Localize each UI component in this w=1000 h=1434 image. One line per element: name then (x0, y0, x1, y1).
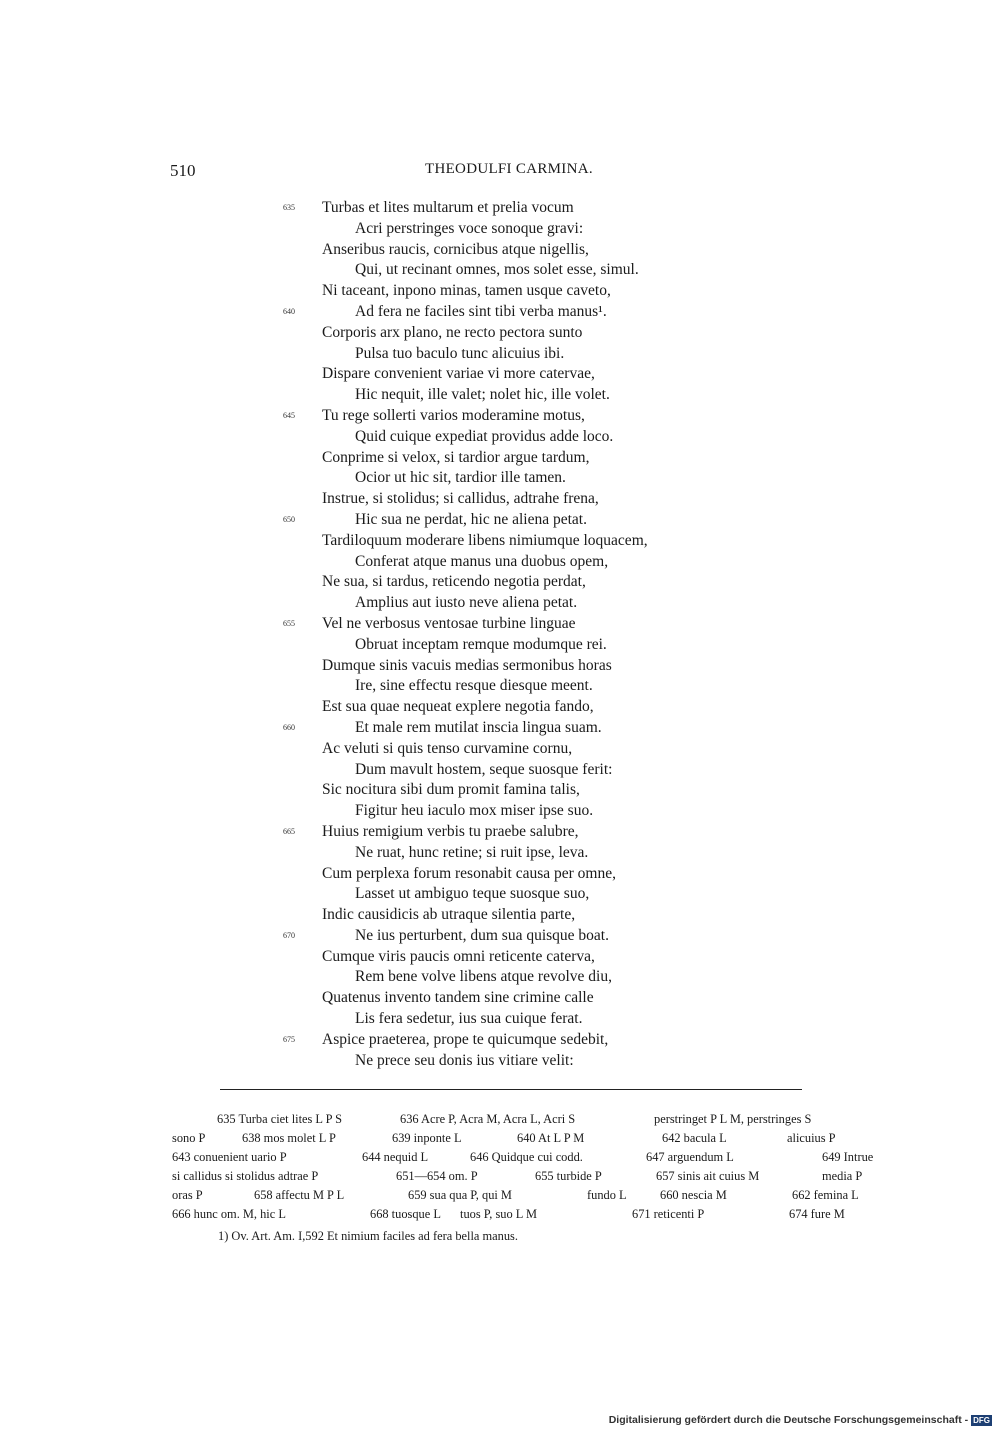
verse-text: Ne ruat, hunc retine; si ruit ipse, leva. (355, 843, 589, 861)
apparatus-entry: si callidus si stolidus adtrae P (172, 1169, 319, 1183)
dfg-logo: DFG (973, 1415, 990, 1425)
verse-line (0, 344, 1000, 365)
verse-text: Pulsa tuo baculo tunc alicuius ibi. (355, 344, 565, 362)
verse-line (0, 489, 1000, 510)
verse-line (0, 427, 1000, 448)
verse-text: Cum perplexa forum resonabit causa per omne, (322, 864, 616, 882)
verse-text: Ne ius perturbent, dum sua quisque boat. (355, 926, 609, 944)
verse-line (0, 822, 1000, 843)
verse-text: Ni taceant, inpono minas, tamen usque caveto, (322, 282, 611, 300)
apparatus-entry: 639 inponte L (392, 1131, 462, 1145)
apparatus-entry: 642 bacula L (662, 1131, 727, 1145)
verse-text: Et male rem mutilat inscia lingua suam. (355, 718, 602, 736)
verse-text: Instrue, si stolidus; si callidus, adtrahe frena, (322, 490, 599, 508)
line-number: 635 (283, 203, 295, 212)
apparatus-line (172, 1167, 863, 1186)
verse-text: Corporis arx plano, ne recto pectora sunto (322, 323, 583, 341)
verse-line (0, 448, 1000, 469)
verse-text: Lasset ut ambiguo teque suosque suo, (355, 885, 590, 903)
verse-line (0, 219, 1000, 240)
verse-text: Tu rege sollerti varios moderamine motus, (322, 406, 585, 424)
verse-line (0, 947, 1000, 968)
verse-text: Tardiloquum moderare libens nimiumque loquacem, (322, 531, 648, 549)
verse-line (0, 406, 1000, 427)
verse-text: Ocior ut hic sit, tardior ille tamen. (355, 469, 566, 487)
verse-line (0, 926, 1000, 947)
verse-line (0, 468, 1000, 489)
verse-line (0, 260, 1000, 281)
verse-line (0, 1009, 1000, 1030)
verse-line (0, 240, 1000, 261)
verse-text: Turbas et lites multarum et prelia vocum (322, 199, 574, 216)
verse-line (0, 905, 1000, 926)
apparatus-entry: alicuius P (787, 1131, 836, 1145)
verse-line (0, 801, 1000, 822)
verse-line (0, 843, 1000, 864)
apparatus-entry: 640 At L P M (517, 1131, 585, 1145)
verse-line (0, 323, 1000, 344)
apparatus-entry: 659 sua qua P, qui M (408, 1188, 512, 1202)
apparatus-entry: fundo L (587, 1188, 627, 1202)
verse-line (0, 884, 1000, 905)
verse-text: Cumque viris paucis omni reticente caterva, (322, 947, 595, 965)
critical-apparatus (172, 1110, 874, 1224)
apparatus-entry: 636 Acre P, Acra M, Acra L, Acri S (400, 1112, 576, 1126)
verse-text: Ad fera ne faciles sint tibi verba manus¹. (355, 302, 607, 320)
verse-line (0, 760, 1000, 781)
verse-line (0, 198, 1000, 219)
verse-text: Dumque sinis vacuis medias sermonibus horas (322, 656, 612, 674)
apparatus-entry: 657 sinis ait cuius M (656, 1169, 760, 1183)
verse-line (0, 718, 1000, 739)
apparatus-entry: tuos P, suo L M (460, 1207, 537, 1221)
verse-text: Conprime si velox, si tardior argue tardum, (322, 448, 590, 466)
verse-line (0, 593, 1000, 614)
verse-text: Huius remigium verbis tu praebe salubre, (322, 822, 579, 840)
verse-text: Acri perstringes voce sonoque gravi: (355, 219, 584, 237)
apparatus-entry: 638 mos molet L P (242, 1131, 336, 1145)
verse-line (0, 302, 1000, 323)
verse-text: Quid cuique expediat providus adde loco. (355, 427, 614, 445)
verse-line (0, 614, 1000, 635)
verse-line (0, 780, 1000, 801)
verse-text: Anseribus raucis, cornicibus atque nigellis, (322, 240, 589, 258)
apparatus-entry: 666 hunc om. M, hic L (172, 1207, 286, 1221)
verse-line (0, 967, 1000, 988)
verse-text: Figitur heu iaculo mox miser ipse suo. (355, 802, 594, 820)
apparatus-line (172, 1129, 852, 1148)
verse-text: Ne sua, si tardus, reticendo negotia perdat, (322, 573, 586, 591)
verse-line (0, 988, 1000, 1009)
poem-body (0, 198, 1000, 1071)
verse-text: Rem bene volve libens atque revolve diu, (355, 968, 612, 986)
verse-line (0, 281, 1000, 302)
verse-line (0, 552, 1000, 573)
verse-text: Lis fera sedetur, ius sua cuique ferat. (355, 1010, 583, 1028)
apparatus-entry: 647 arguendum L (646, 1150, 734, 1164)
line-number: 660 (283, 722, 295, 732)
verse-text: Qui, ut recinant omnes, mos solet esse, simul. (355, 261, 639, 279)
apparatus-entry: oras P (172, 1188, 203, 1202)
verse-line (0, 1030, 1000, 1051)
line-number: 670 (283, 930, 295, 940)
apparatus-entry: 635 Turba ciet lites L P S (217, 1112, 343, 1126)
page-number: 510 (170, 161, 196, 180)
verse-line (0, 531, 1000, 552)
line-number: 645 (283, 410, 295, 420)
footnote-divider (220, 1089, 802, 1090)
verse-line (0, 739, 1000, 760)
verse-text: Hic sua ne perdat, hic ne aliena petat. (355, 510, 587, 528)
verse-line (0, 385, 1000, 406)
verse-text: Amplius aut iusto neve aliena petat. (355, 594, 578, 612)
digitization-credit (609, 1414, 992, 1426)
line-number: 650 (283, 514, 295, 524)
apparatus-entry: 658 affectu M P L (254, 1188, 345, 1202)
apparatus-entry: 643 conuenient uario P (172, 1150, 287, 1164)
line-number: 640 (283, 306, 295, 316)
verse-text: Ne prece seu donis ius vitiare velit: (355, 1051, 574, 1069)
line-number: 665 (283, 826, 295, 836)
apparatus-line (172, 1205, 852, 1224)
verse-line (0, 510, 1000, 531)
apparatus-entry: sono P (172, 1131, 206, 1145)
footnote: 1) Ov. Art. Am. I,592 Et nimium faciles ad fera bella manus. (218, 1229, 518, 1243)
apparatus-entry: 668 tuosque L (370, 1207, 441, 1221)
verse-line (0, 364, 1000, 385)
apparatus-entry: 644 nequid L (362, 1150, 429, 1164)
verse-text: Est sua quae nequeat explere negotia fando, (322, 698, 594, 716)
verse-line (0, 1051, 1000, 1072)
apparatus-line (172, 1148, 874, 1167)
verse-text: Conferat atque manus una duobus opem, (355, 552, 609, 570)
verse-line (0, 864, 1000, 885)
apparatus-entry: perstringet P L M, perstringes S (654, 1112, 812, 1126)
verse-text: Ac veluti si quis tenso curvamine cornu, (322, 739, 573, 757)
apparatus-entry: 651—654 om. P (396, 1169, 478, 1183)
verse-line (0, 676, 1000, 697)
apparatus-line (172, 1110, 852, 1129)
running-title: THEODULFI CARMINA. (425, 161, 593, 177)
line-number: 655 (283, 618, 295, 628)
verse-line (0, 572, 1000, 593)
verse-text: Vel ne verbosus ventosae turbine linguae (322, 614, 576, 632)
apparatus-entry: 649 Intrue (822, 1150, 874, 1164)
verse-text: Dispare convenient variae vi more catervae, (322, 365, 595, 383)
apparatus-line (172, 1186, 859, 1205)
verse-text: Dum mavult hostem, seque suosque ferit: (355, 760, 613, 778)
verse-line (0, 656, 1000, 677)
credit-text: Digitalisierung gefördert durch die Deutsche Forschungsgemeinschaft - (608, 1414, 969, 1426)
line-number: 675 (283, 1034, 295, 1044)
apparatus-entry: 655 turbide P (535, 1169, 602, 1183)
apparatus-entry: 646 Quidque cui codd. (470, 1150, 583, 1164)
verse-text: Quatenus invento tandem sine crimine calle (322, 989, 594, 1007)
verse-text: Hic nequit, ille valet; nolet hic, ille volet. (355, 386, 610, 404)
verse-text: Aspice praeterea, prope te quicumque sedebit, (322, 1030, 609, 1048)
verse-text: Ire, sine effectu resque diesque meent. (355, 677, 593, 695)
verse-text: Sic nocitura sibi dum promit famina talis, (322, 781, 580, 799)
apparatus-entry: 660 nescia M (660, 1188, 727, 1202)
apparatus-entry: media P (822, 1169, 863, 1183)
apparatus-entry: 674 fure M (789, 1207, 845, 1221)
apparatus-entry: 662 femina L (792, 1188, 859, 1202)
verse-text: Indic causidicis ab utraque silentia parte, (322, 906, 576, 924)
verse-line (0, 635, 1000, 656)
apparatus-entry: 671 reticenti P (632, 1207, 705, 1221)
verse-text: Obruat inceptam remque modumque rei. (355, 635, 607, 653)
verse-line (0, 697, 1000, 718)
